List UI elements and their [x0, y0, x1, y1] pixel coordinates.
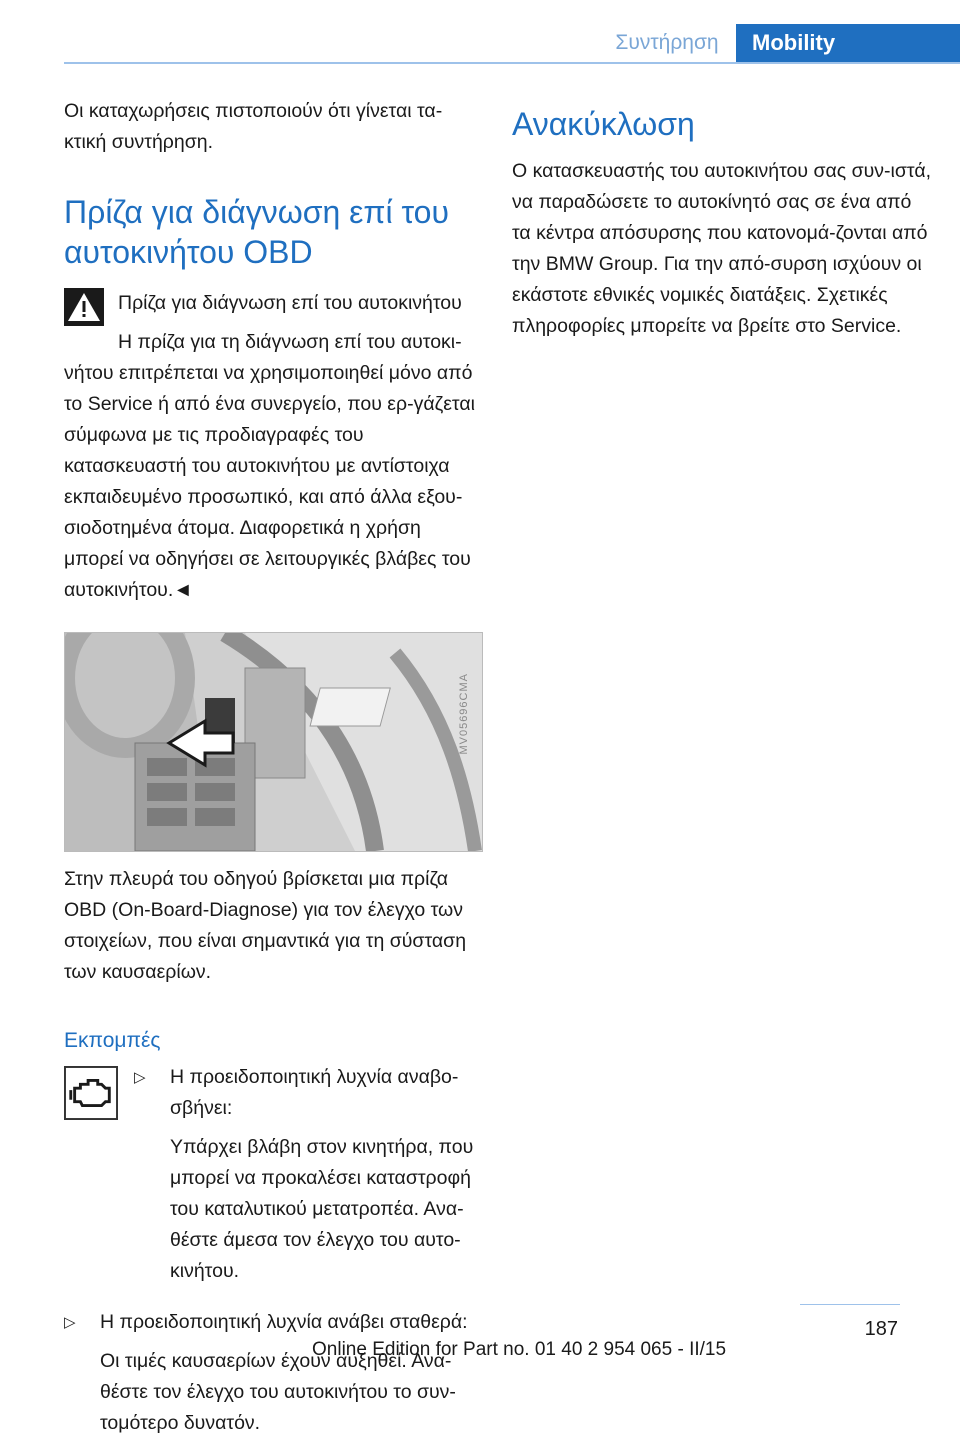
recycling-text: Ο κατασκευαστής του αυτοκινήτου σας συν-ιστά, να παραδώσετε το αυτοκίνητό σας σε ένα από τα κέντρα απόσυρσης που κατονομά-ζονται από την BMW Group. Για την από-συρση ισχύουν οι εκάστοτε εθνικές νομικές διατάξεις. Σχετικές πληροφορίες μπορείτε να βρείτε στο Service. — [512, 160, 932, 337]
emissions-heading: Εκπομπές — [64, 1029, 161, 1052]
warning-title: Πρίζα για διάγνωση επί του αυτοκινήτου — [118, 292, 462, 314]
list-item — [64, 1062, 484, 1287]
triangle-bullet-icon: ▷ — [64, 1314, 76, 1331]
intro-paragraph: Οι καταχωρήσεις πιστοποιούν ότι γίνεται τα-κτική συντήρηση. — [64, 100, 443, 153]
right-column — [512, 96, 932, 342]
warning-triangle-icon — [64, 288, 104, 326]
emissions-list — [64, 1062, 484, 1439]
footer-divider — [800, 1304, 900, 1305]
item-title: Η προειδοποιητική λυχνία αναβο-σβήνει: — [170, 1066, 459, 1119]
edition-text: Online Edition for Part no. 01 40 2 954 065 - II/15 — [312, 1339, 727, 1360]
item-title: Η προειδοποιητική λυχνία ανάβει σταθερά: — [100, 1311, 468, 1333]
obd-heading: Πρίζα για διάγνωση επί του αυτοκινήτου OBD — [64, 194, 449, 270]
item-text: Υπάρχει βλάβη στον κινητήρα, που μπορεί να προκαλέσει καταστροφή του καταλυτικού μετατροπέα. Ανα-θέστε άμεσα τον έλεγχο του αυτο-κινήτου. — [170, 1136, 474, 1282]
left-column — [64, 96, 484, 1439]
chapter-tab[interactable]: Mobility — [736, 24, 960, 62]
warning-block — [64, 288, 484, 606]
figure-caption: Στην πλευρά του οδηγού βρίσκεται μια πρίζα OBD (On-Board-Diagnose) για τον έλεγχο των στοιχείων, που είναι σημαντικά για τη σύσταση των καυσαερίων. — [64, 868, 467, 983]
obd-figure — [64, 632, 483, 852]
page-number: 187 — [864, 1318, 898, 1340]
section-title: Συντήρηση — [615, 31, 719, 54]
obd-illustration — [65, 633, 482, 851]
item-text: Οι τιμές καυσαερίων έχουν αυξηθεί. Ανα-θέστε τον έλεγχο του αυτοκινήτου το συν-τομότερο δυνατόν. — [100, 1350, 456, 1434]
warning-text: Η πρίζα για τη διάγνωση επί του αυτοκι-νήτου επιτρέπεται να χρησιμοποιηθεί μόνο από το Service ή από ένα συνεργείο, που ερ-γάζεται σύμφωνα με τις προδιαγραφές του κατασκευαστή του αυτοκινήτου με αντίστοιχα εκπαιδευμένο προσωπικό, και από άλλα εξου-σιοδοτημένα άτομα. Διαφορετικά η χρήση μπορεί να οδηγήσει σε λειτουργικές βλάβες του αυτοκινήτου.◄ — [64, 331, 475, 601]
header-divider — [64, 62, 960, 64]
triangle-bullet-icon: ▷ — [134, 1069, 146, 1086]
list-item — [64, 1307, 484, 1439]
recycling-heading: Ανακύκλωση — [512, 106, 695, 142]
figure-code: MV05696CMA — [458, 673, 470, 755]
